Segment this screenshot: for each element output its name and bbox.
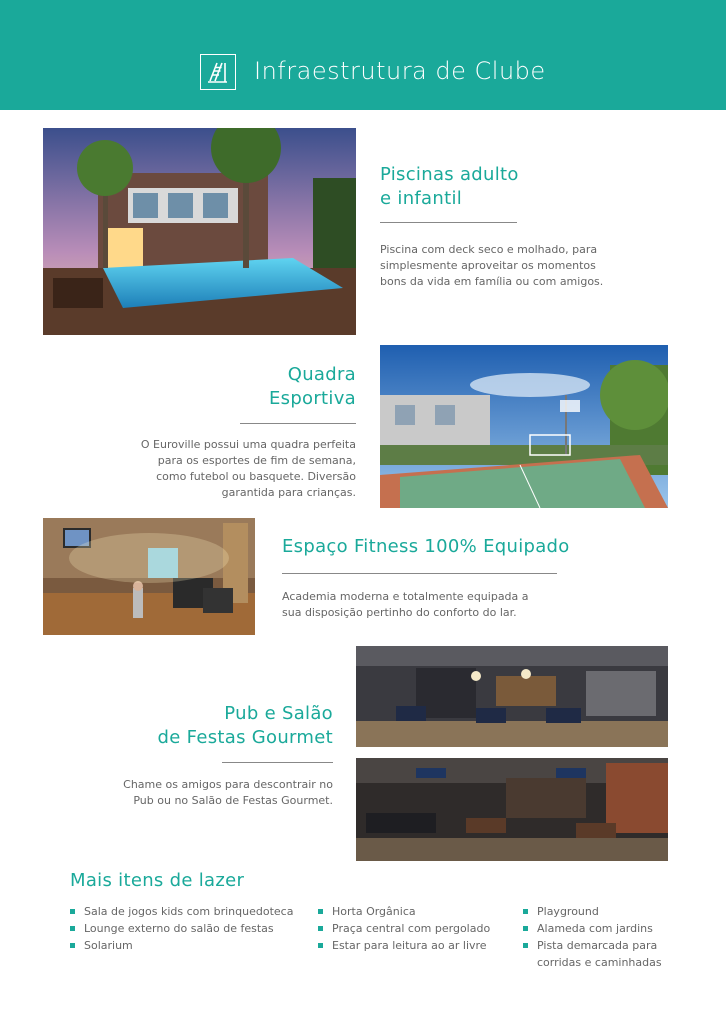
list-item-label: Lounge externo do salão de festas xyxy=(84,922,274,935)
list-item-label: Solarium xyxy=(84,939,133,952)
description-line: sua disposição pertinho do conforto do lar. xyxy=(282,606,517,619)
title-line: de Festas Gourmet xyxy=(157,727,333,748)
list-item xyxy=(523,920,662,937)
divider xyxy=(282,573,557,574)
list-item xyxy=(318,920,490,937)
list-item-label: Praça central com pergolado xyxy=(332,922,491,935)
bullet-icon xyxy=(318,943,323,948)
more-items-list-1 xyxy=(70,903,293,954)
bullet-icon xyxy=(70,926,75,931)
title-line: Pub e Salão xyxy=(224,703,333,724)
more-items-list-2 xyxy=(318,903,490,954)
page-title: Infraestrutura de Clube xyxy=(254,57,546,85)
list-item-label: Estar para leitura ao ar livre xyxy=(332,939,487,952)
list-item xyxy=(70,937,293,954)
description-line: garantida para crianças. xyxy=(221,486,356,499)
gourmet-photo xyxy=(356,758,668,861)
title-line: Quadra xyxy=(287,364,356,385)
court-photo xyxy=(380,345,668,508)
description-line: simplesmente aproveitar os momentos xyxy=(380,259,596,272)
description-line: O Euroville possui uma quadra perfeita xyxy=(140,438,356,451)
list-item xyxy=(318,903,490,920)
list-item xyxy=(523,903,662,920)
section-pool-title xyxy=(380,163,519,211)
list-item-label: Playground xyxy=(537,905,599,918)
stairs-icon xyxy=(200,54,236,90)
title-line: e infantil xyxy=(380,188,463,209)
description-line: Chame os amigos para descontrair no xyxy=(123,778,333,791)
section-fitness-title: Espaço Fitness 100% Equipado xyxy=(282,536,570,557)
divider xyxy=(380,222,517,223)
list-item-label: Horta Orgânica xyxy=(332,905,416,918)
more-items-list-3 xyxy=(523,903,662,971)
description-line: como futebol ou basquete. Diversão xyxy=(156,470,356,483)
pool-photo xyxy=(43,128,356,335)
header-banner xyxy=(0,0,726,110)
bullet-icon xyxy=(318,909,323,914)
list-item xyxy=(318,937,490,954)
section-court-description xyxy=(141,437,356,501)
list-item-label: Alameda com jardins xyxy=(537,922,653,935)
section-fitness-description xyxy=(282,589,529,621)
more-items-title: Mais itens de lazer xyxy=(70,870,245,891)
section-pub-description xyxy=(123,777,333,809)
description-line: Academia moderna e totalmente equipada a xyxy=(282,590,529,603)
bullet-icon xyxy=(70,943,75,948)
bullet-icon xyxy=(70,909,75,914)
description-line: para os esportes de fim de semana, xyxy=(157,454,356,467)
list-item-label: Pista demarcada para xyxy=(537,939,658,952)
list-item xyxy=(70,920,293,937)
section-pool-description xyxy=(380,242,603,290)
divider xyxy=(222,762,333,763)
bullet-icon xyxy=(318,926,323,931)
description-line: Piscina com deck seco e molhado, para xyxy=(380,243,598,256)
title-line: Esportiva xyxy=(268,388,356,409)
bullet-icon xyxy=(523,943,528,948)
divider xyxy=(240,423,356,424)
list-item xyxy=(523,937,662,971)
description-line: bons da vida em família ou com amigos. xyxy=(380,275,604,288)
bullet-icon xyxy=(523,909,528,914)
section-court-title xyxy=(269,363,356,411)
fitness-photo xyxy=(43,518,255,635)
description-line: Pub ou no Salão de Festas Gourmet. xyxy=(133,794,333,807)
list-item xyxy=(70,903,293,920)
list-item-label: corridas e caminhadas xyxy=(537,956,662,969)
title-line: Piscinas adulto xyxy=(380,164,519,185)
pub-photo xyxy=(356,646,668,747)
list-item-label: Sala de jogos kids com brinquedoteca xyxy=(84,905,294,918)
section-pub-title xyxy=(158,702,333,750)
bullet-icon xyxy=(523,926,528,931)
